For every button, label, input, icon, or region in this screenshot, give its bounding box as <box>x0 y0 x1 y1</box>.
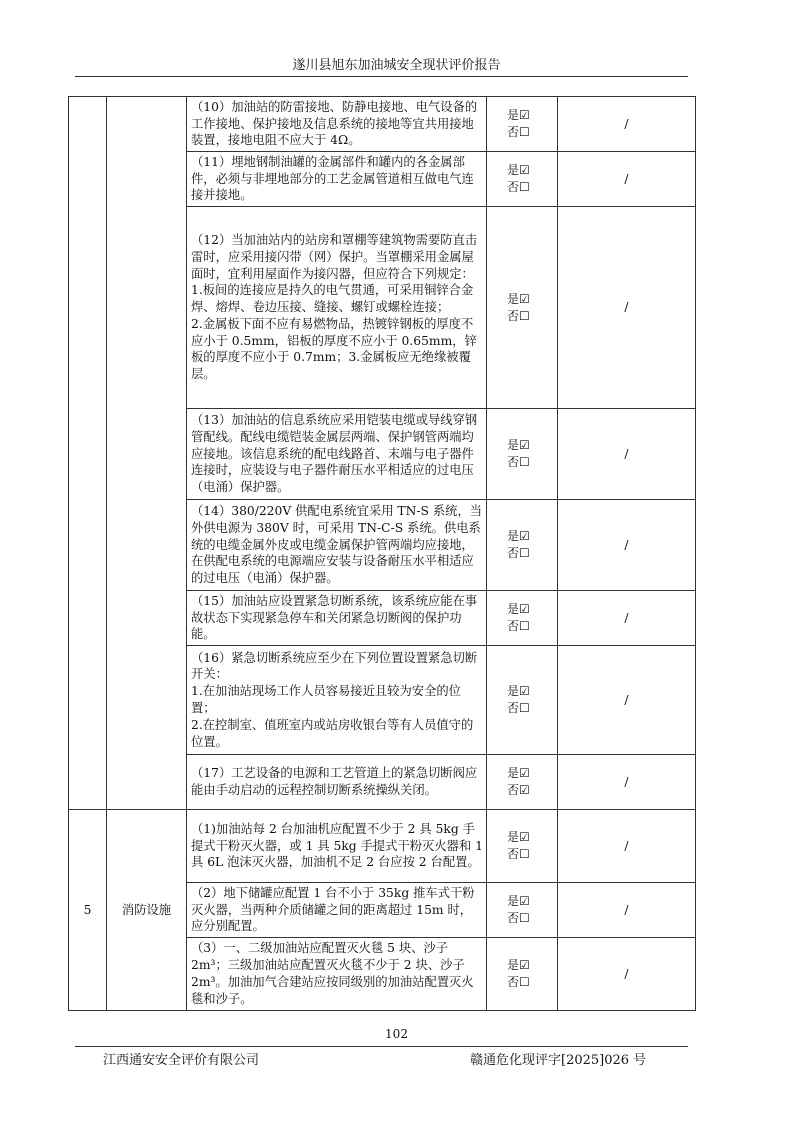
check-cell <box>487 591 558 646</box>
yes-checkbox[interactable]: 是☑ <box>507 894 530 908</box>
yes-checkbox[interactable]: 是☑ <box>507 529 530 543</box>
remark-cell: / <box>558 646 696 755</box>
header-divider <box>75 76 688 77</box>
requirement-text: （11）埋地钢制油罐的金属部件和罐内的各金属部件，必须与非埋地部分的工艺金属管道相互做电气连接并接地。 <box>187 152 487 207</box>
check-cell <box>487 409 558 500</box>
yes-checkbox[interactable]: 是☑ <box>507 830 530 844</box>
remark-cell: / <box>558 152 696 207</box>
yes-checkbox[interactable]: 是☑ <box>507 163 530 177</box>
requirement-text: （2）地下储罐应配置 1 台不小于 35kg 推车式干粉灭火器，当两种介质储罐之间的距离超过 15m 时，应分别配置。 <box>187 883 487 938</box>
check-cell <box>487 646 558 755</box>
footer-divider <box>75 1046 688 1047</box>
no-checkbox[interactable]: 否☐ <box>507 701 530 715</box>
check-cell <box>487 500 558 591</box>
no-checkbox[interactable]: 否☐ <box>507 847 530 861</box>
requirement-text: （1)加油站每 2 台加油机应配置不少于 2 具 5kg 手提式干粉灭火器，或 1 具 5kg 手提式干粉灭火器和 1 具 6L 泡沫灭火器，加油机不足 2 台应按 2 台配置。 <box>187 810 487 883</box>
no-checkbox[interactable]: 否☐ <box>507 546 530 560</box>
remark-cell: / <box>558 409 696 500</box>
yes-checkbox[interactable]: 是☑ <box>507 108 530 122</box>
item-name-cell <box>107 97 187 810</box>
requirement-text: （13）加油站的信息系统应采用铠装电缆或导线穿钢管配线。配线电缆铠装金属层两端、保护钢管两端均应接地。该信息系统的配电线路首、末端与电子器件连接时，应装设与电子器件耐压水平相适应的过电压（电涌）保护器。 <box>187 409 487 500</box>
requirement-text: （12）当加油站内的站房和罩棚等建筑物需要防直击雷时，应采用接闪带（网）保护。当罩棚采用金属屋面时，宜利用屋面作为接闪器，但应符合下列规定： 1.板间的连接应是持久的电气贯通，可采用铜锌合金焊、熔焊、卷边压接、缝接、螺钉或螺栓连接； 2.金属板下面不应有易燃物品，热镀锌钢板的厚度不应小于 0.5mm，铝板的厚度不应小于 0.65mm，锌板的厚度不应小于 0.7mm；3.金属板应无绝缘被覆层。 <box>187 207 487 409</box>
inspection-checklist-table <box>68 96 696 1011</box>
requirement-text: （15）加油站应设置紧急切断系统，该系统应能在事故状态下实现紧急停车和关闭紧急切断阀的保护功能。 <box>187 591 487 646</box>
requirement-text: （16）紧急切断系统应至少在下列位置设置紧急切断开关： 1.在加油站现场工作人员容易接近且较为安全的位置； 2.在控制室、值班室内或站房收银台等有人员值守的位置。 <box>187 646 487 755</box>
check-cell <box>487 755 558 810</box>
remark-cell: / <box>558 755 696 810</box>
item-number-cell <box>69 97 107 810</box>
check-cell <box>487 810 558 883</box>
requirement-text: （14）380/220V 供配电系统宜采用 TN-S 系统，当外供电源为 380V 时，可采用 TN-C-S 系统。供电系统的电缆金属外皮或电缆金属保护管两端均应接地，在供配电系统的电源端应安装与设备耐压水平相适应的过电压（电涌）保护器。 <box>187 500 487 591</box>
requirement-text: （10）加油站的防雷接地、防静电接地、电气设备的工作接地、保护接地及信息系统的接地等宜共用接地装置，接地电阻不应大于 4Ω。 <box>187 97 487 152</box>
remark-cell: / <box>558 500 696 591</box>
check-cell <box>487 152 558 207</box>
yes-checkbox[interactable]: 是☑ <box>507 766 530 780</box>
footer-company: 江西通安安全评价有限公司 <box>103 1053 260 1068</box>
item-name-cell: 消防设施 <box>107 810 187 1011</box>
yes-checkbox[interactable]: 是☑ <box>507 602 530 616</box>
no-checkbox[interactable]: 否☐ <box>507 308 530 323</box>
no-checkbox[interactable]: 否☑ <box>507 783 530 797</box>
yes-checkbox[interactable]: 是☑ <box>507 958 530 972</box>
remark-cell: / <box>558 883 696 938</box>
no-checkbox[interactable]: 否☐ <box>507 619 530 633</box>
page-number: 102 <box>385 1027 408 1041</box>
requirement-text: （17）工艺设备的电源和工艺管道上的紧急切断阀应能由手动启动的远程控制切断系统操纵关闭。 <box>187 755 487 810</box>
remark-cell: / <box>558 97 696 152</box>
requirement-text: （3）一、二级加油站应配置灭火毯 5 块、沙子 2m³；三级加油站应配置灭火毯不少于 2 块、沙子 2m³。加油加气合建站应按同级别的加油站配置灭火毯和沙子。 <box>187 938 487 1011</box>
check-cell <box>487 938 558 1011</box>
yes-checkbox[interactable]: 是☑ <box>507 684 530 698</box>
yes-checkbox[interactable]: 是☑ <box>507 438 530 452</box>
check-cell <box>487 883 558 938</box>
page-header-title: 遂川县旭东加油城安全现状评价报告 <box>292 58 501 73</box>
remark-cell: / <box>558 591 696 646</box>
yes-checkbox[interactable]: 是☑ <box>507 291 530 306</box>
no-checkbox[interactable]: 否☐ <box>507 125 530 139</box>
item-number-cell: 5 <box>69 810 107 1011</box>
remark-cell: / <box>558 938 696 1011</box>
no-checkbox[interactable]: 否☐ <box>507 911 530 925</box>
remark-cell: / <box>558 207 696 409</box>
check-cell <box>487 207 558 409</box>
remark-cell: / <box>558 810 696 883</box>
no-checkbox[interactable]: 否☐ <box>507 455 530 469</box>
no-checkbox[interactable]: 否☐ <box>507 975 530 989</box>
check-cell <box>487 97 558 152</box>
no-checkbox[interactable]: 否☐ <box>507 180 530 194</box>
footer-document-number: 赣通危化现评字[2025]026 号 <box>470 1053 647 1068</box>
